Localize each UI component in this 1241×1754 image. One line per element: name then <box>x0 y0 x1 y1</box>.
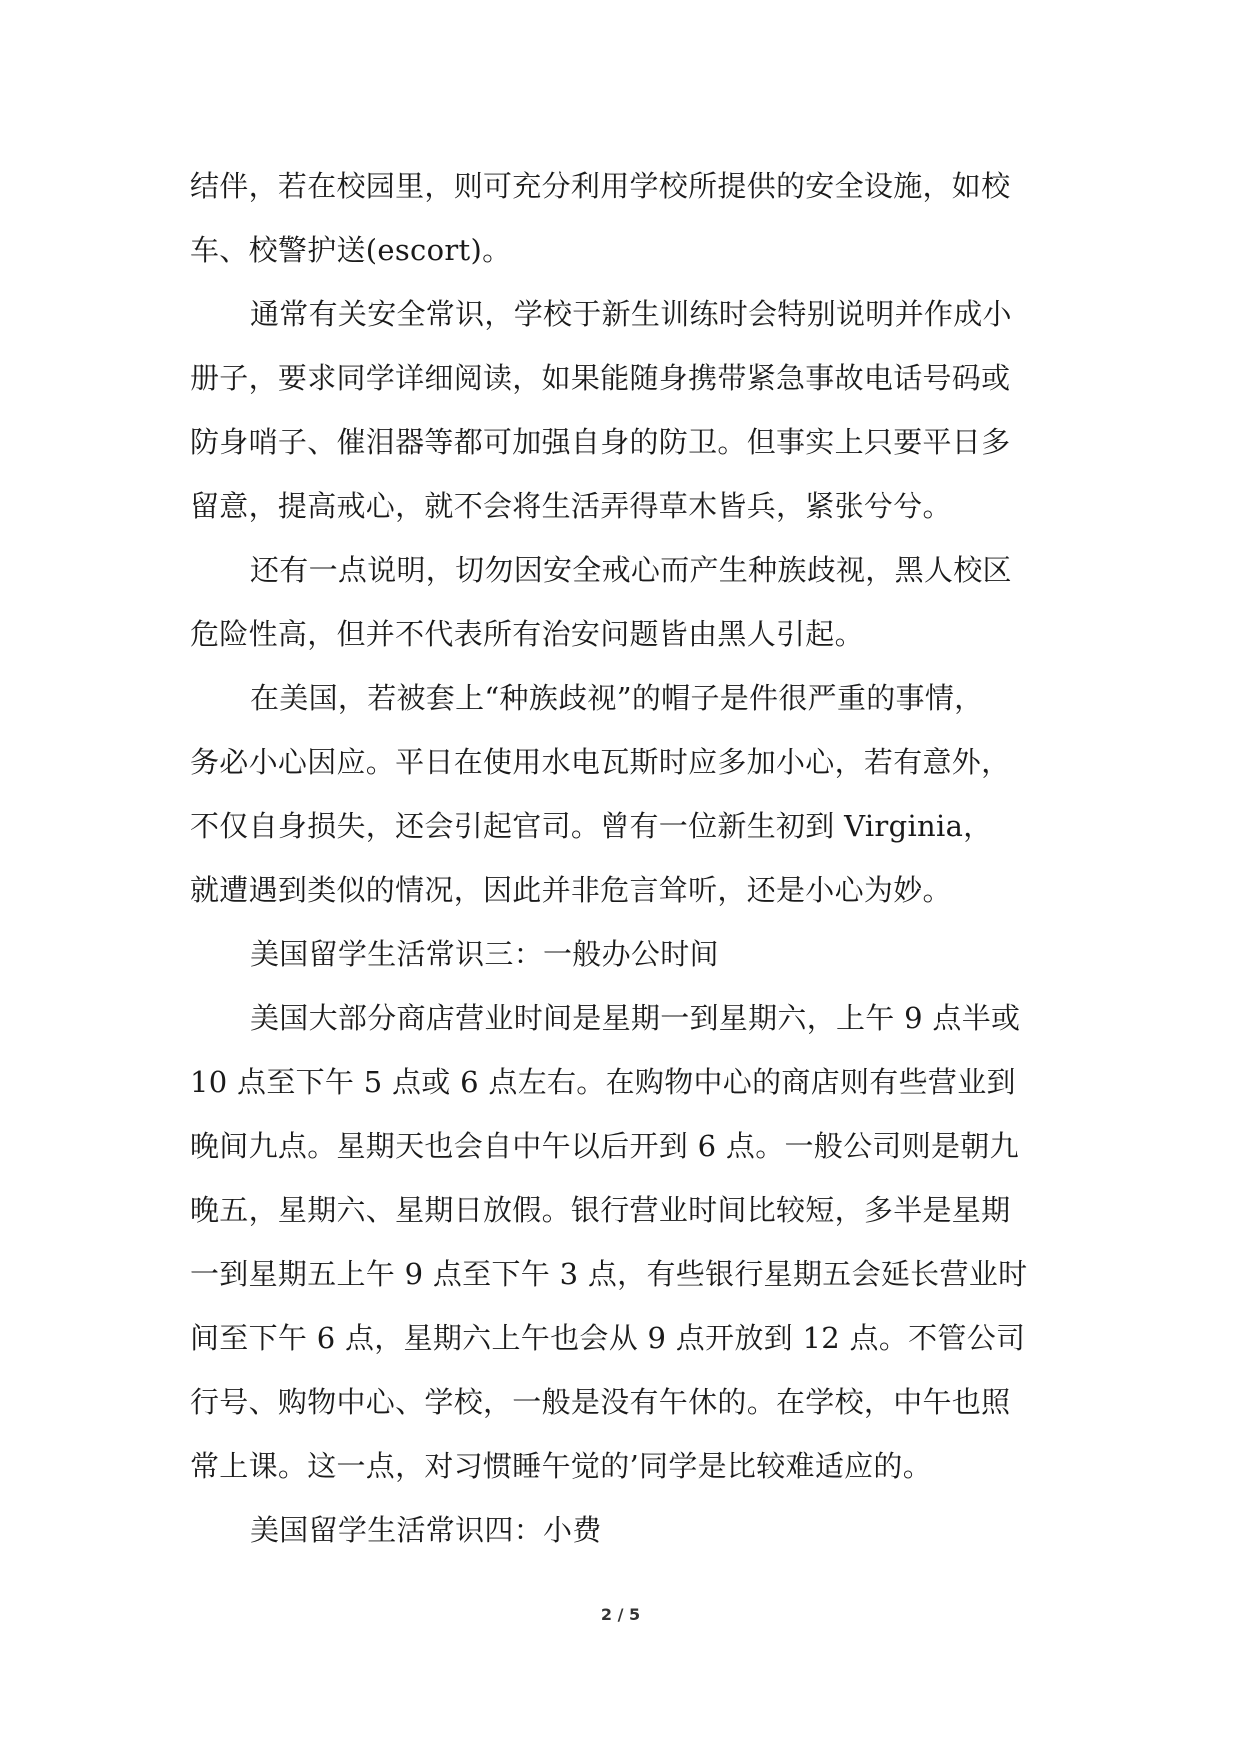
body-text-line: 务必小心因应。平日在使用水电瓦斯时应多加小心，若有意外， <box>190 745 1011 779</box>
body-text-line: 就遭遇到类似的情况，因此并非危言耸听，还是小心为妙。 <box>190 873 952 907</box>
body-text-line: 一到星期五上午 9 点至下午 3 点，有些银行星期五会延长营业时 <box>190 1257 1028 1291</box>
paragraph-start-line: 通常有关安全常识，学校于新生训练时会特别说明并作成小 <box>250 297 1012 331</box>
body-text-line: 危险性高，但并不代表所有治安问题皆由黑人引起。 <box>190 617 864 651</box>
section-heading: 美国留学生活常识三：一般办公时间 <box>250 937 719 971</box>
body-text-line: 晚间九点。星期天也会自中午以后开到 6 点。一般公司则是朝九 <box>190 1129 1019 1163</box>
page-number: 2 / 5 <box>600 1605 641 1624</box>
paragraph-start-line: 在美国，若被套上“种族歧视”的帽子是件很严重的事情， <box>250 681 984 715</box>
body-text-line: 结伴，若在校园里，则可充分利用学校所提供的安全设施，如校 <box>190 169 1011 203</box>
body-text-line: 常上课。这一点，对习惯睡午觉的’同学是比较难适应的。 <box>190 1449 933 1483</box>
paragraph-start-line: 美国大部分商店营业时间是星期一到星期六，上午 9 点半或 <box>250 1001 1021 1035</box>
body-text-line: 车、校警护送(escort)。 <box>190 233 512 267</box>
body-text-line: 间至下午 6 点，星期六上午也会从 9 点开放到 12 点。不管公司 <box>190 1321 1026 1355</box>
body-text-line: 行号、购物中心、学校，一般是没有午休的。在学校，中午也照 <box>190 1385 1011 1419</box>
body-text-line: 留意，提高戒心，就不会将生活弄得草木皆兵，紧张兮兮。 <box>190 489 952 523</box>
section-heading: 美国留学生活常识四：小费 <box>250 1513 602 1547</box>
body-text-line: 防身哨子、催泪器等都可加强自身的防卫。但事实上只要平日多 <box>190 425 1011 459</box>
paragraph-start-line: 还有一点说明，切勿因安全戒心而产生种族歧视，黑人校区 <box>250 553 1012 587</box>
body-text-line: 10 点至下午 5 点或 6 点左右。在购物中心的商店则有些营业到 <box>190 1065 1016 1099</box>
body-text-line: 晚五，星期六、星期日放假。银行营业时间比较短，多半是星期 <box>190 1193 1011 1227</box>
body-text-line: 册子，要求同学详细阅读，如果能随身携带紧急事故电话号码或 <box>190 361 1011 395</box>
body-text-line: 不仅自身损失，还会引起官司。曾有一位新生初到 Virginia， <box>190 809 993 843</box>
